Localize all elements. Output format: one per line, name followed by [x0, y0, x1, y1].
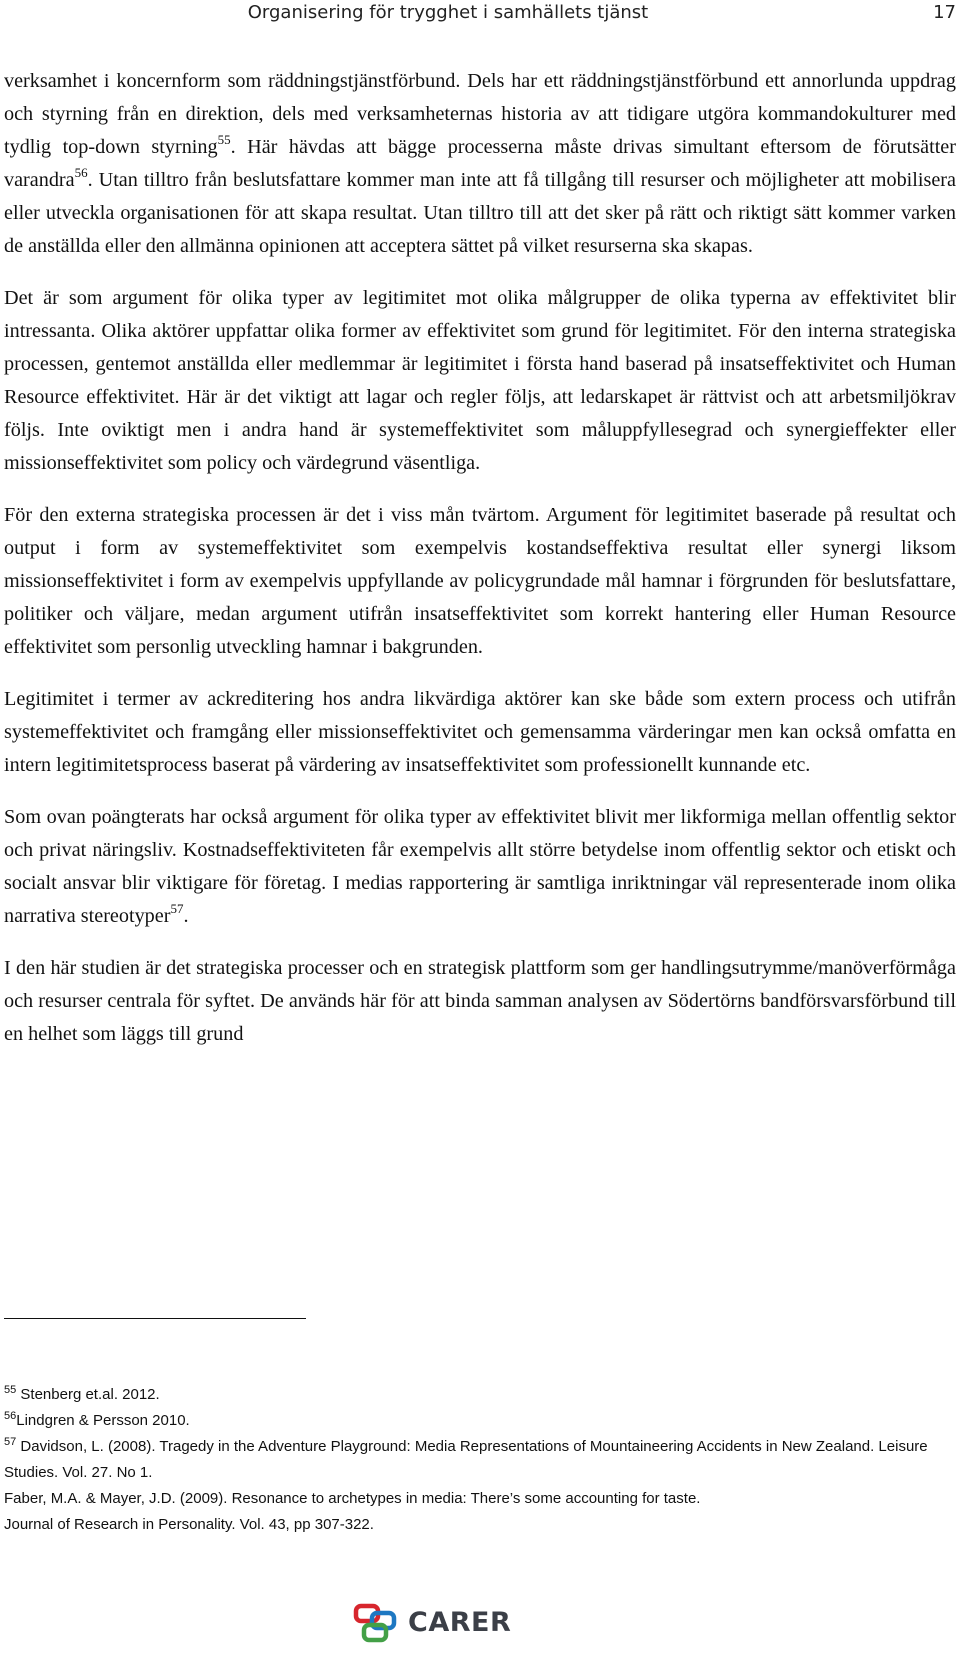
footnote-ref-57[interactable]: 57: [170, 901, 184, 916]
carer-logo: [350, 1603, 550, 1647]
paragraph-3: För den externa strategiska processen är det i viss mån tvärtom. Argument för legitimitet baserade på resultat och output i form av systemeffektivitet som exempelvis kostandseffektiva resultat eller synergi liksom missionseffektivitet i form av exempelvis uppfyllande av policygrundade mål hamnar i förgrunden för beslutsfattare, politiker och väljare, medan argument utifrån insatseffektivitet som korrekt hantering eller Human Resource effektivitet som personlig utveckling hamnar i bakgrunden.: [4, 504, 956, 658]
footnote-57: [4, 1434, 956, 1486]
paragraph-2: Det är som argument för olika typer av legitimitet mot olika målgrupper de olika typerna av effektivitet blir intressanta. Olika aktörer uppfattar olika former av effektivitet som grund för legitimitet. För den interna strategiska processen, gentemot anställda eller medlemmar är legitimitet i första hand baserad på insatseffektivitet och Human Resource effektivitet. Här är det viktigt att lagar och regler följs, att ledarskapet är rättvist och att arbetsmiljökrav följs. Inte oviktigt men i andra hand är systemeffektivitet som måluppfyllesegrad och synergieffekter eller missionseffektivitet som policy och värdegrund väsentliga.: [4, 287, 956, 474]
footnote-56-text: Lindgren & Persson 2010.: [16, 1412, 190, 1429]
footnote-separator: [4, 1318, 306, 1319]
footnotes: [4, 1382, 956, 1538]
footnote-57-text: Davidson, L. (2008). Tragedy in the Adventure Playground: Media Representations of Mountaineering Accidents in New Zealand. Leisure Studies. Vol. 27. No 1.: [4, 1438, 928, 1481]
footnote-mark-55: 55: [4, 1384, 17, 1396]
carer-logo-text: CARER: [408, 1607, 512, 1638]
footnote-55: [4, 1382, 956, 1408]
footnote-mark-56: 56: [4, 1410, 17, 1422]
footnote-56: [4, 1408, 956, 1434]
header-title: Organisering för trygghet i samhällets tjänst: [247, 2, 649, 23]
page-number: 17: [933, 2, 956, 23]
paragraph-6: I den här studien är det strategiska processer och en strategisk plattform som ger handlingsutrymme/manöverförmåga och resurser centrala för syftet. De används här för att binda samman analysen av Södertörns bandförsvarsförbund till en helhet som läggs till grund: [4, 957, 956, 1045]
footnote-ref-56[interactable]: 56: [74, 165, 88, 180]
paragraph-5-text-a: Som ovan poängterats har också argument för olika typer av effektivitet blivit mer likformiga mellan offentlig sektor och privat näringsliv. Kostnadseffektiviteten får exempelvis allt större betydelse inom offentlig sektor och etiskt och socialt ansvar blir viktigare för företag. I medias rapportering är samtliga inriktningar väl representerade inom olika narrativa stereotyper: [4, 806, 956, 927]
footnote-ref-55[interactable]: 55: [217, 132, 231, 147]
paragraph-5-text-b: .: [183, 905, 189, 927]
footnote-extra-reference: Faber, M.A. & Mayer, J.D. (2009). Resonance to archetypes in media: There’s some accounting for taste.: [4, 1490, 701, 1507]
body-text: [4, 65, 956, 1070]
paragraph-1: [4, 65, 956, 263]
footnote-55-text: Stenberg et.al. 2012.: [16, 1386, 160, 1403]
carer-logo-icon: [350, 1603, 406, 1647]
paragraph-5: [4, 801, 956, 933]
footnote-mark-57: 57: [4, 1436, 17, 1448]
running-header: [0, 2, 956, 30]
paragraph-1-text-b: . Här hävdas att bägge processerna måste drivas simultant eftersom de förutsätter varandra: [4, 136, 956, 191]
footnote-extra-journal: Journal of Research in Personality. Vol. 43, pp 307-322.: [4, 1516, 374, 1533]
paragraph-1-text-c: . Utan tilltro från beslutsfattare kommer man inte att få tillgång till resurser och möjligheter att mobilisera eller utveckla organisationen för att skapa resultat. Utan tilltro till att det sker på rätt och riktigt sätt kommer varken de anställda eller den allmänna opinionen att acceptera sättet på vilket resurserna ska skapas.: [4, 169, 956, 257]
paragraph-4: Legitimitet i termer av ackreditering hos andra likvärdiga aktörer kan ske både som extern process och utifrån systemeffektivitet och framgång eller missionseffektivitet och gemensamma värderingar men kan också omfatta en intern legitimitetsprocess baserat på värdering av insatseffektivitet som professionellt kunnande etc.: [4, 688, 956, 776]
paragraph-1-text-a: verksamhet i koncernform som räddningstjänstförbund. Dels har ett räddningstjänstförbund ett annorlunda uppdrag och styrning från en direktion, dels med verksamheternas historia av att tidigare utgöra kommandokulturer med tydlig top-down styrning: [4, 70, 956, 158]
